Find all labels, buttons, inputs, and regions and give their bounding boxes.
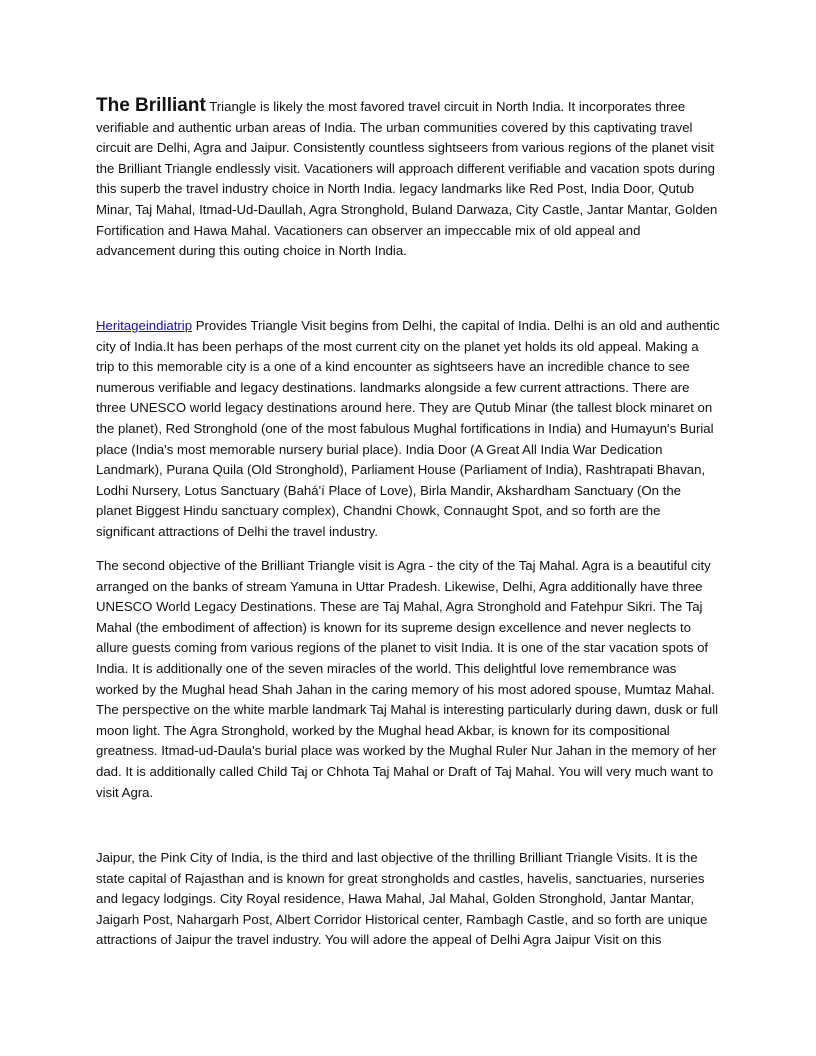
paragraph-agra: The second objective of the Brilliant Triangle visit is Agra - the city of the Taj Mahal. Agra is a beautiful city arranged on the banks of stream Yamuna in Uttar Pradesh. Likewise, Delhi, Agra additionally have three UNESCO World Legacy Destinations. These are Taj Mahal, Agra Stronghold and Fatehpur Sikri. The Taj Mahal (the embodiment of affection) is known for its supreme design excellence and never neglects to allure guests coming from various regions of the planet to visit India. It is one of the star vacation spots of India. It is additionally one of the seven miracles of the world. This delightful love remembrance was worked by the Mughal head Shah Jahan in the caring memory of his most adored spouse, Mumtaz Mahal. The perspective on the white marble landmark Taj Mahal is interesting particularly during dawn, dusk or full moon light. The Agra Stronghold, worked by the Mughal head Akbar, is known for its compositional greatness. Itmad-ud-Daula's burial place was worked by the Mughal Ruler Nur Jahan in the memory of her dad. It is additionally called Child Taj or Chhota Taj Mahal or Draft of Taj Mahal. You will very much want to visit Agra. — [96, 558, 719, 800]
lead-heading: The Brilliant — [96, 95, 206, 116]
paragraph-jaipur: Jaipur, the Pink City of India, is the third and last objective of the thrilling Brilliant Triangle Visits. It is the state capital of Rajasthan and is known for great strongholds and castles, havelis, sanctuaries, nurseries and legacy lodgings. City Royal residence, Hawa Mahal, Jal Mahal, Golden Stronghold, Jantar Mantar, Jaigarh Post, Nahargarh Post, Albert Corridor Historical center, Rambagh Castle, and so forth are unique attractions of Jaipur the travel industry. You will adore the appeal of Delhi Agra Jaipur Visit on this — [96, 850, 708, 948]
paragraph-intro — [96, 96, 720, 262]
paragraph-intro-text: Triangle is likely the most favored travel circuit in North India. It incorporates three verifiable and authentic urban areas of India. The urban communities covered by this captivating travel circuit are Delhi, Agra and Jaipur. Consistently countless sightseers from various regions of the planet visit the Brilliant Triangle endlessly visit. Vacationers will approach different verifiable and vacation spots during this superb the travel industry choice in North India. legacy landmarks like Red Post, India Door, Qutub Minar, Taj Mahal, Itmad-Ud-Daullah, Agra Stronghold, Buland Darwaza, City Castle, Jantar Mantar, Golden Fortification and Hawa Mahal. Vacationers can observer an impeccable mix of old appeal and advancement during this outing choice in North India. — [96, 99, 718, 259]
heritageindiatrip-link[interactable]: Heritageindiatrip — [96, 318, 193, 333]
paragraph-delhi — [96, 316, 720, 543]
paragraph-delhi-text: Provides Triangle Visit begins from Delhi, the capital of India. Delhi is an old and authentic city of India.It has been perhaps of the most current city on the planet yet holds its old appeal. Making a trip to this memorable city is a one of a kind encounter as sightseers have an incredible chance to see numerous verifiable and legacy destinations. landmarks alongside a few current attractions. There are three UNESCO world legacy destinations around here. They are Qutub Minar (the tallest block minaret on the planet), Red Stronghold (one of the most fabulous Mughal fortifications in India) and Humayun's Burial place (India's most memorable nursery burial place). India Door (A Great All India War Dedication Landmark), Purana Quila (Old Stronghold), Parliament House (Parliament of India), Rashtrapati Bhavan, Lodhi Nursery, Lotus Sanctuary (Bahá'í Place of Love), Birla Mandir, Akshardham Sanctuary (On the planet Biggest Hindu sanctuary complex), Chandni Chowk, Connaught Spot, and so forth are the significant attractions of Delhi the travel industry. — [96, 318, 720, 539]
